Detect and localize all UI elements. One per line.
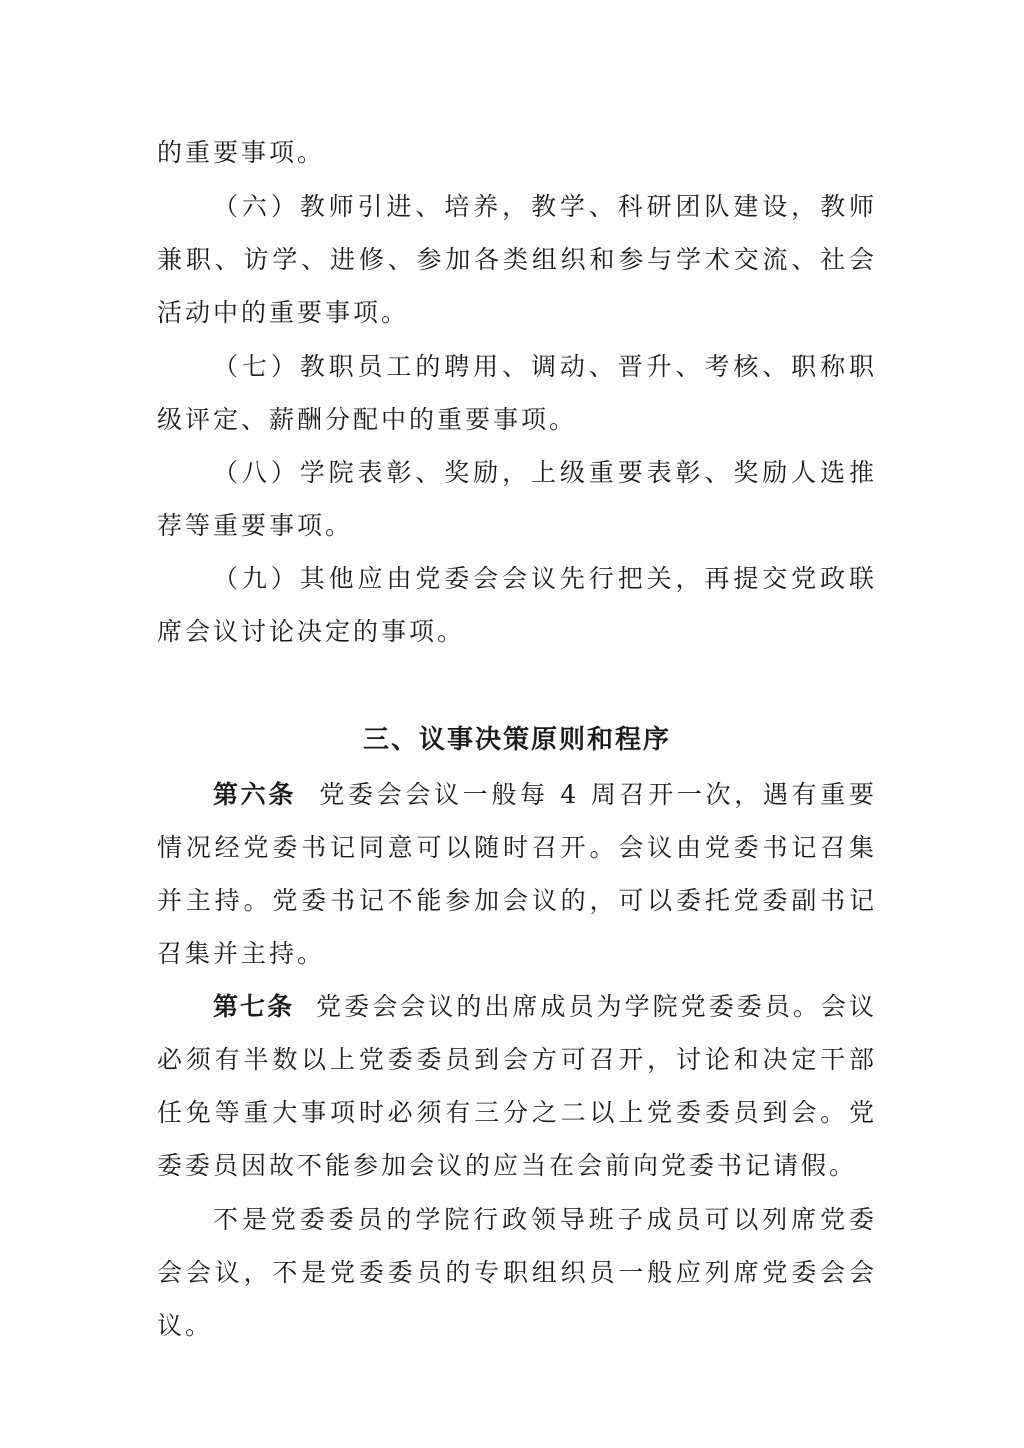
article-7-text: 党委会会议的出席成员为学院党委委员。会议必须有半数以上党委委员到会方可召开，讨论和决定干部任免等重大事项时必须有三分之二以上党委委员到会。党委委员因故不能参加会议的应当在会前向党委书记请假。 <box>157 992 877 1180</box>
paragraph-item-9: （九）其他应由党委会会议先行把关，再提交党政联席会议讨论决定的事项。 <box>157 564 877 646</box>
paragraph-item-7: （七）教职员工的聘用、调动、晋升、考核、职称职级评定、薪酬分配中的重要事项。 <box>157 352 877 434</box>
article-7 <box>157 980 877 1192</box>
paragraph-item-8: （八）学院表彰、奖励，上级重要表彰、奖励人选推荐等重要事项。 <box>157 458 877 540</box>
article-7-label: 第七条 <box>213 992 295 1021</box>
article-6-label: 第六条 <box>213 780 297 809</box>
article-6-text: 党委会会议一般每 4 周召开一次，遇有重要情况经党委书记同意可以随时召开。会议由党委书记召集并主持。党委书记不能参加会议的，可以委托党委副书记召集并主持。 <box>157 780 877 968</box>
article-6 <box>157 768 877 980</box>
paragraph-item-6: （六）教师引进、培养，教学、科研团队建设，教师兼职、访学、进修、参加各类组织和参与学术交流、社会活动中的重要事项。 <box>157 192 877 327</box>
section-heading: 三、议事决策原则和程序 <box>362 725 671 755</box>
paragraph-continuation: 的重要事项。 <box>157 138 326 167</box>
closing-paragraph: 不是党委委员的学院行政领导班子成员可以列席党委会会议，不是党委委员的专职组织员一般应列席党委会会议。 <box>157 1205 877 1340</box>
